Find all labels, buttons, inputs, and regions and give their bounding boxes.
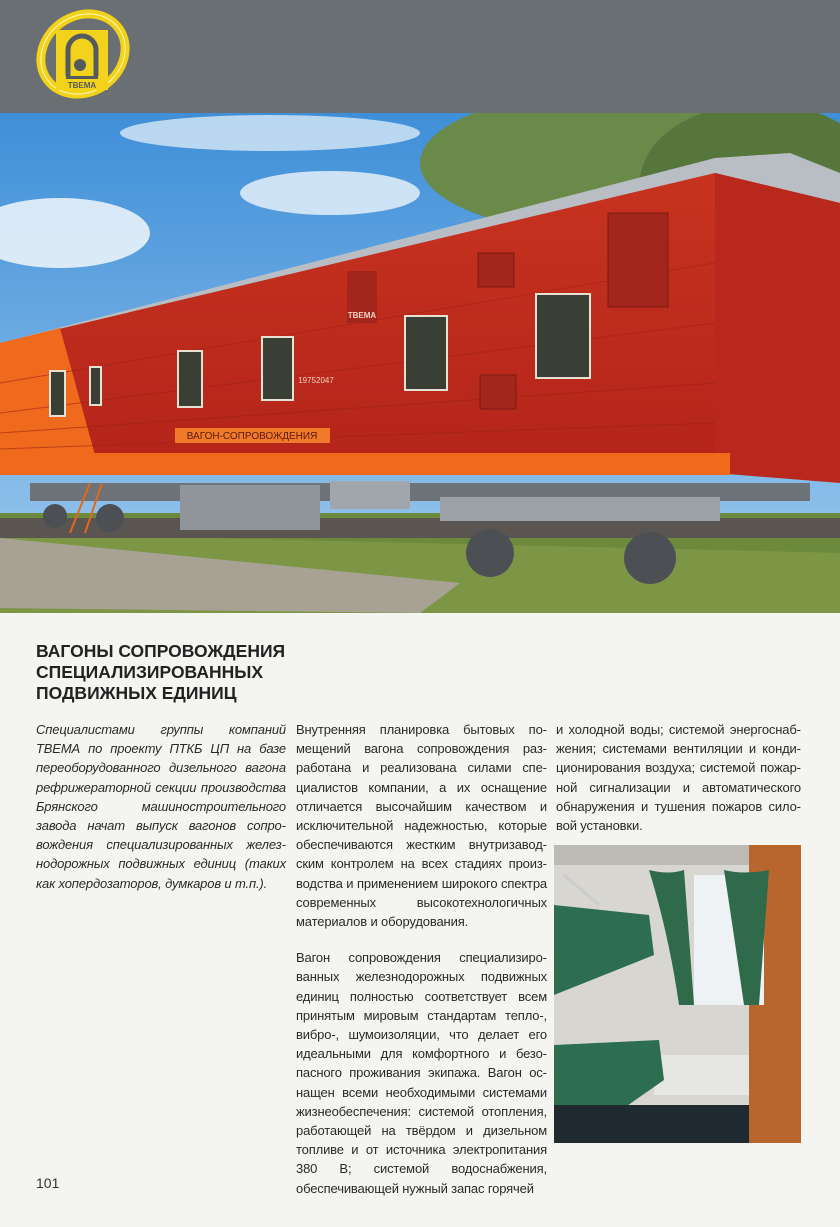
car-label: ВАГОН-СОПРОВОЖДЕНИЯ <box>186 431 318 442</box>
logo-text: ТВЕМА <box>67 81 97 90</box>
tvema-logo <box>36 8 130 100</box>
car-number: 19752047 <box>298 376 334 385</box>
column-left <box>36 720 286 893</box>
header-band <box>0 0 840 113</box>
title-line: СПЕЦИАЛИЗИРОВАННЫХ <box>36 662 264 682</box>
article-lead: Специалистами группы компаний ТВЕМА по проекту ПТКБ ЦП на базе переоборудованного дизельного вагона рефрижераторной секции производства Брянского машиностроительного завода начат выпуск вагонов сопровождения специализированных железнодорожных подвижных единиц (таких как хопердозаторов, думкаров и т.п.). <box>36 722 286 891</box>
article-paragraph: Вагон сопровождения специализированных железнодорожных подвижных единиц полностью соответствует всем принятым мировым стандартам тепло-, вибро-, шумоизоляции, что делает его идеальными для комфортного и безопасного проживания экипажа. Вагон оснащен всеми необходимыми системами жизнеобеспечения: системой отопления, работающей на твёрдом и дизельном топливе и от источника электропитания 380 В; системой водоснабжения, обеспечивающей нужный запас горячей <box>296 950 547 1196</box>
car-logo-text: ТВЕМА <box>347 311 377 320</box>
train-photo <box>0 113 840 613</box>
page-number: 101 <box>36 1175 60 1191</box>
article-paragraph: и холодной воды; системой энергоснабжения; системами вентиляции и кондиционирования воздуха; системой пожарной сигнализации и автоматического обнаружения и тушения пожаров силовой установки. <box>556 722 801 834</box>
title-line: ПОДВИЖНЫХ ЕДИНИЦ <box>36 683 237 703</box>
column-middle <box>296 720 547 1198</box>
interior-photo <box>554 845 801 1143</box>
car-logo <box>347 271 377 323</box>
title-line: ВАГОНЫ СОПРОВОЖДЕНИЯ <box>36 641 286 661</box>
column-right <box>556 720 801 1143</box>
article-paragraph: Внутренняя планировка бытовых помещений вагона сопровождения разработана и реализована силами специалистов компании, а их оснащение отличается высочайшим качеством и исключительной надежностью, которые обеспечиваются жестким внутризаводским контролем на всех стадиях производства и применением широкого спектра современных высокотехнологичных материалов и оборудования. <box>296 722 547 930</box>
article-title <box>36 641 326 704</box>
